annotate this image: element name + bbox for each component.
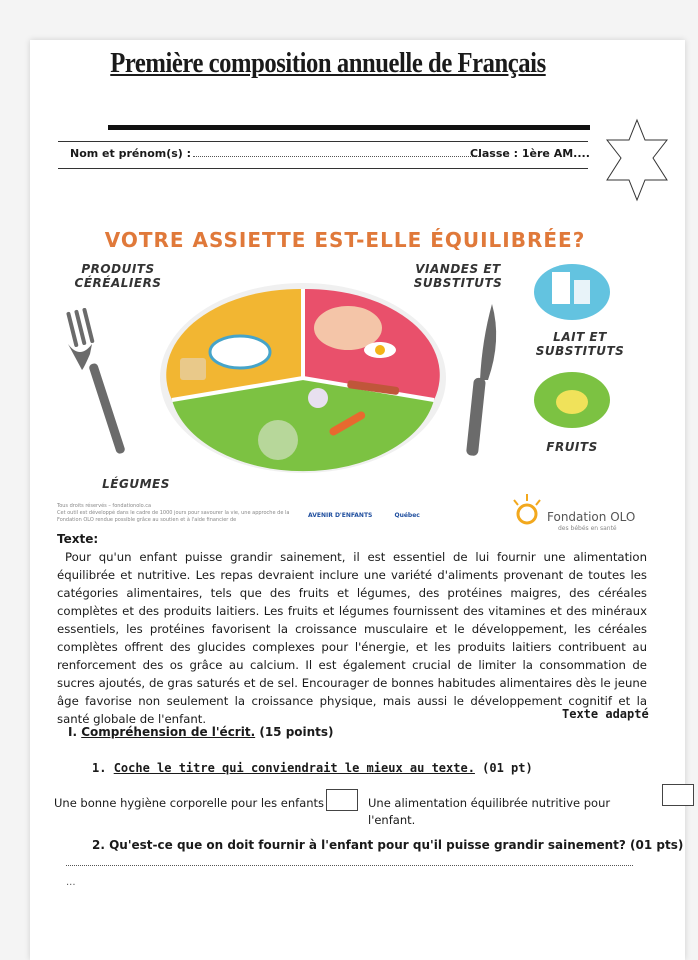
category-lait: LAIT ET SUBSTITUTS <box>535 330 625 358</box>
reading-text <box>57 548 647 728</box>
divider-top <box>58 141 588 142</box>
question-2 <box>92 838 683 852</box>
dairy-icon <box>532 262 612 322</box>
page-title: Première composition annuelle de Français <box>110 48 546 79</box>
title-underline-bar <box>108 125 590 130</box>
logo-quebec: Québec <box>394 512 420 519</box>
category-viandes: VIANDES ET SUBSTITUTS <box>413 262 503 290</box>
category-cereales: PRODUITS CÉRÉALIERS <box>74 262 162 290</box>
partner-logos <box>308 512 420 519</box>
brand-name: Fondation OLO <box>547 510 636 524</box>
question-1-points: (01 pt) <box>482 761 533 775</box>
logo-avenir: AVENIR D'ENFANTS <box>308 512 373 519</box>
poster-title: VOTRE ASSIETTE EST-ELLE ÉQUILIBRÉE? <box>104 228 586 252</box>
plate-diagram <box>158 280 448 475</box>
brand-subtitle: des bébés en santé <box>558 525 617 532</box>
name-label: Nom et prénom(s) : <box>70 147 192 160</box>
name-field[interactable] <box>193 156 479 157</box>
divider-bottom <box>58 168 588 169</box>
question-2-text: Qu'est-ce que on doit fournir à l'enfant pour qu'il puisse grandir sainement? (01 pts) <box>109 838 684 852</box>
option-2-checkbox[interactable] <box>662 784 694 806</box>
question-2-number: 2. <box>92 838 105 852</box>
credits-line-1: Tous droits réservés – fondationolo.ca <box>57 503 152 509</box>
sun-logo-icon <box>508 492 546 530</box>
grade-star-icon <box>605 118 669 202</box>
text-label: Texte: <box>57 532 99 546</box>
answer-line[interactable] <box>66 865 633 866</box>
fruit-icon <box>532 370 612 430</box>
category-fruits: FRUITS <box>546 440 598 454</box>
category-legumes: LÉGUMES <box>102 477 170 491</box>
option-1-label: Une bonne hygiène corporelle pour les enfants <box>54 796 325 810</box>
knife-icon <box>452 300 502 460</box>
student-id-line <box>70 147 481 160</box>
section-numeral: I. <box>68 725 78 739</box>
option-2-label: Une alimentation équilibrée nutritive pour l'enfant. <box>368 796 611 827</box>
section-heading <box>68 725 334 739</box>
class-label: Classe : 1ère AM.... <box>470 147 590 160</box>
text-source: Texte adapté <box>562 707 649 721</box>
option-1-checkbox[interactable] <box>326 789 358 811</box>
reading-paragraph: Pour qu'un enfant puisse grandir sainement, il est essentiel de lui fournir une alimentation équilibrée et nutritive. Les repas devraient inclure une variété d'aliments provenant de toutes les catégories alimentaires, tels que des fruits et légumes, des protéines maigres, des céréales complètes et des produits laitiers. Les fruits et légumes fournissent des vitamines et des minéraux essentiels, les protéines favorisent la croissance musculaire et le développement, les céréales complètes offrent des glucides complexes pour l'énergie, et les produits laitiers contribuent au renforcement des os grâce au calcium. Il est également crucial de limiter la consommation de sucres ajoutés, de gras saturés et de sel. Encourager de bonnes habitudes alimentaires dès le jeune âge favorise non seulement la croissance physique, mais aussi le développement cognitif et la santé globale de l'enfant. <box>57 550 647 726</box>
section-title: Compréhension de l'écrit. <box>81 725 256 739</box>
section-points: (15 points) <box>259 725 334 739</box>
fork-icon <box>62 308 132 460</box>
poster-credits <box>57 503 307 524</box>
question-1 <box>92 761 533 775</box>
answer-continuation: ... <box>66 877 76 888</box>
option-2-label-line1 <box>368 795 628 829</box>
credits-line-2: Cet outil est développé dans le cadre de 1000 jours pour savourer la vie, une approche de la Fondation OLO rendue possible grâce au soutien et à l'aide financier de <box>57 510 290 523</box>
question-1-number: 1. <box>92 761 107 775</box>
question-1-text: Coche le titre qui conviendrait le mieux au texte. <box>113 761 475 775</box>
